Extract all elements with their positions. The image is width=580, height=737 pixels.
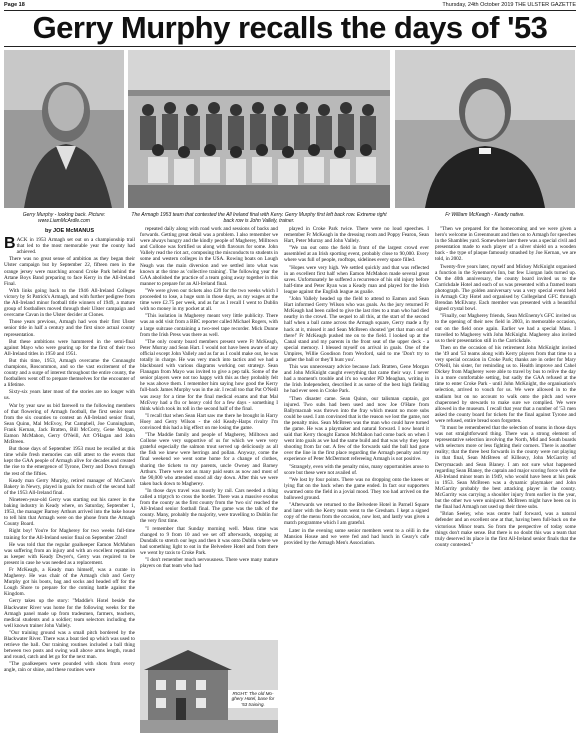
column-3-text bbox=[284, 226, 429, 546]
article-paragraph: "Brian Seeley, who was centre half forward, was a natural defender and an excellent one at that, having been full-back on the victorious Minor team. So from the perspective of today some things don't make sense. But there is no doubt this was a team that truly deserved its place in the first All-Ireland senior finals that the county contested." bbox=[435, 511, 576, 548]
article-paragraph: Gerry takes up the story: "Maddie's Hotel beside the Blackwater River was home for the following weeks for the Armagh panel made up from tradesmen, farmers, teachers, medical students and a soldier; team selectors including the well known trainer John Vallely. bbox=[4, 598, 135, 629]
hotel-image bbox=[140, 640, 278, 733]
portrait-image bbox=[4, 50, 124, 208]
article-paragraph: "The goalkeepers were pounded with shots from every angle, rain or shine, and these routines were bbox=[4, 661, 135, 674]
article-paragraph: He was told that the regular goalkeeper Eamon McMahon was suffering from an injury and with an excellent reputation as keeper with Keady Dwyer's, Gerry was required to be present in case he was needed as a replacement. bbox=[4, 541, 135, 566]
article-paragraph: Those years previous, Armagh had won their first Ulster senior title in half a century and the first since actual county representation. bbox=[4, 319, 135, 338]
article-paragraph: Nineteen-year-old Gerry was starting out his career in the baking industry in Keady where, on Saturday, September 1, 1953, the manager Barney Arthurs arrived into the bake house to tell him that Armagh were on the phone from the Armagh County Board. bbox=[4, 496, 135, 528]
team-photo-image bbox=[128, 50, 390, 208]
priest-photo bbox=[395, 50, 575, 208]
page-number: Page 18 bbox=[4, 2, 25, 8]
byline: by JOE McMANUS bbox=[44, 228, 95, 234]
article-paragraph: Then on the occasion of his retirement John McKnight invited the '49 and '53 teams along with Kerry players from that time to a very special occasion in Croke Park; thanks are in order for Mary O'Neill, his sister, for reminding us to. Health improve and Cahel Dickey from Magherey were able to travel by bus to relive the day in a more comfortable setting, but sadly the GAA refused at the time to enter Croke Park - until John McKnight, the organisation's selection, arrived to vouch for us. We were allowed in to the stadium but on no account to walk onto the pitch and were chaperoned by stewards to make sure we complied. We were allowed in the museum. I recall that year that a number of '53 men asked the county board for tickets for the final against Tyrone and were refused, entire bread soon forgotten. bbox=[435, 344, 576, 424]
portrait-photo bbox=[4, 50, 124, 208]
article-paragraph: "John Vallely headed up the field to attend to Eamon and Sean Hart informed Gerry Wilson who was goals. As the jury returned Fr McKeagh had been called to give the last rites to a man who had died nearby in the crowd. The sequel to all this, at the start of the second half when a ball came across the Armagh square, Gerry made a fly hack at it, missed it and Sean McBreen shouted 'get that man out of there!' Fr McKeagh pushed me on to the field. I looked up at the Canal stand and my parents in the front seat of the upper deck - a special memory. I blessed myself on arrival in goals. One of the Umpires, Willie Goodison from Wexford, said to me 'Don't try to gather the ball or they'll hunt you'. bbox=[284, 296, 429, 363]
article-paragraph: "We ran out onto the field in front of the largest crowd ever assembled at an Irish sporting event, probably close to 90,000. Every where was full of people, rooftops, sidelines every space filled. bbox=[284, 245, 429, 264]
article-column-1 bbox=[4, 226, 135, 734]
article-paragraph: "I remember that Sunday morning well. Mass time was changed to 9 from 10 and we set off afterwards, stopping at Dundalk to stretch our legs and then it was onto Dublin where we had something light to eat in the Belvedere Hotel and from there we went by taxis to Croke Park. bbox=[140, 525, 278, 556]
headline: Gerry Murphy recalls the days of '53 bbox=[32, 10, 548, 45]
headline-rule bbox=[4, 46, 576, 47]
article-paragraph: "It must be remembered that the selection of teams in those days was not straightforward thing. There was a strong element of representative selection involving the North, Mid and South boards with selectors more or less fighting their corners. There is another reality; that the three best forwards in the county were not playing in that final, Sean McBreen of Killeavy, John McGarrity of Derrymacash and Sean Blaney. I am not sure what happened regarding Sean Blaney, the captain and major scoring force with the All-Ireland minor team in 1949, who would have been at his peak in 1953. Sean McBreen was a dynamic playmaker and John McGarrity probably the best attacking player in the county. McGarrity was carrying a shoulder injury from earlier in the year, but the other two were uninjured. McBreen might have been on in the final had Armagh not used up their three subs. bbox=[435, 425, 576, 511]
article-paragraph: BACK in 1953 Armagh set out on a championship trail that led to the most memorable year the county had achieved. bbox=[4, 235, 135, 256]
article-paragraph: "This isolation in Magherey meant very little publicity. There was an odd visit from a BBC reporter called Michael Rogers, with a large suitcase containing a two-reel tape recorder. Mick Dunne from the Irish Press was there as well. bbox=[140, 313, 278, 338]
article-paragraph: "We were given our tickets also £20 for the two weeks which I proceeded to lose, a huge sum in those days, as my wages at the time were £2.75 per week, and as far as I recall I went to Dublin with no money in my pocket at all. bbox=[140, 287, 278, 313]
column-1-text bbox=[4, 237, 135, 673]
article-paragraph: War by year saw us bid farewell to the following members of that flowering of Armagh football, the first senior team from the six counties to contest an All-Ireland senior final, Sean Quinn, Mal McEvoy, Pat Campbell, Joe Cunningham, Frank Kernan, Jack Bratten, Bill McCorry, Gene Morgan, Eamon McMahon, Gerry O'Neill, Art O'Hagan and John McBreen. bbox=[4, 402, 135, 446]
column-4-text bbox=[435, 226, 576, 548]
article-column-2 bbox=[140, 226, 278, 636]
article-paragraph: "Finally, our Magherey friends, Sean McEnemy's GFC invited us to the opening of their new field in 2003, in memorable occasion, out on the field once again. Earlier we had a special Mass. I travelled to Magherey with John McKnight. Magherey also invited us to their presentation still in the Carrickdale. bbox=[435, 313, 576, 344]
article-paragraph: "Strangely, even with the penalty miss, many opportunities arose to score but these were not availed of. bbox=[284, 463, 429, 476]
article-paragraph: "I don't remember much nervousness. There were many mature players on that team who had bbox=[140, 556, 278, 570]
article-paragraph: "We lost by four points. There was no dropping onto the knees or lying flat on the back when the game ended. In fact our supporters swarmed onto the field in a jovial mood. They too had arrived on the ballowed ground. bbox=[284, 476, 429, 502]
team-photo-caption: The Armagh 1953 team that contested the All Ireland final with Kerry. Gerry Murphy first left back row. Extreme right back row is John Vallely, trainer. bbox=[131, 212, 387, 224]
article-paragraph: played in Croke Park twice. There were no loud speeches. I remember Fr McKeagh in the dressing room and Poppy Fearon, Sean Hart, Peter Murray and John Vallely. bbox=[284, 226, 429, 245]
article-paragraph: Twenty-five years later, myself and Mickey McKnight organised a function in the Synemore's Inn, but few Liorgan lads turned up. On the 40th anniversary, the county board invited us to the Carrickdale Hotel and each of us was presented with a framed team photograph. The golden anniversary was a very special event held in Armagh City Hotel and organised by Collegeland GFC through Brendan McElvany. Each member was presented with a beautiful signed crystal bowl. bbox=[435, 263, 576, 313]
article-paragraph: repeated daily along with road work and sessions of backs and forwards. Getting great detail was a problem. I also remember we were always hungry and the kindly people of Magherey, Milltown and Collone was fortified us along with flavours for some. John Vallely read the riot act, composing the misconducts to students in some and western colleges in the USA. Rowing boats on Lough Neagh was the main diversion and we settled into what was known at the time as 'collective training'. The following year the GAA abolished the practice of a team going away together in this manner to prepare for an All-Ireland final. bbox=[140, 226, 278, 287]
article-paragraph: "The Maddie family and people of Magherey, Milltown and Collone were very supportive of us for which we were very grateful especially the salmon trout served up deliciously as all the fish we knew were herrings and pollan. Anyway, come the final weekend we went some home for a change of clothes, sharing the tickets to my parents, uncle Owney and Barney Arthurs. There were not as many paid seats as now and most of the 90,000 who attended stood all day down. After this we were taken back down to Magherey. bbox=[140, 432, 278, 487]
priest-image bbox=[395, 50, 575, 208]
article-paragraph: Keady man Gerry Murphy, retired manager of McCann's Bakery in Newry, played in goals for much of the second half of the 1953 All-Ireland final. bbox=[4, 477, 135, 496]
article-paragraph: Right boy! You're for Magherey for two weeks full-time training for the All-Ireland senior final on September 22nd! bbox=[4, 528, 135, 541]
hotel-caption: RIGHT: The old Mo-ghery Hotel, base for '53 training. bbox=[228, 690, 278, 708]
article-paragraph: But those days of September 1953 must be recalled at this time while fresh memories can still attest to the events that kept the GAA people of Armagh alive for decades and created the rise to the emergence of Tyrone, Derry and Down through the rest of the fifties. bbox=[4, 446, 135, 477]
article-paragraph: "Afterwards we returned to the Belvedere Hotel in Parnell Square and later with the Kerry team went to the Gresham. I kept a signed copy of the menu from the occasion, now lost, and lastly was given a match programme which I am grateful. bbox=[284, 502, 429, 527]
article-paragraph: With links going back to the 1946 All-Ireland Colleges victory by St Patrick's Armagh, and with further pedigree from the All-Ireland minor football title winners of 1949, a mature group of footballers moved through their Ulster campaign and overcame Cavan in the Ulster decider at Clones. bbox=[4, 287, 135, 319]
article-paragraph: "Our training ground was a small pitch bordered by the Blackwater River. There was a boat tied up which was used to retrieve the ball. Our training routines included a ball thing between two posts and swing wall above arms length, round and round, catch and let go for the next man. bbox=[4, 629, 135, 661]
hotel-photo bbox=[140, 640, 278, 733]
article-column-3 bbox=[284, 226, 429, 734]
drop-cap: B bbox=[4, 235, 16, 253]
team-photo bbox=[128, 50, 390, 208]
article-paragraph: Later in the evening some senior members went to a céili in the Mansion House and we were fed and had lunch in Geary's cafe provided by the Armagh Men's Association. bbox=[284, 527, 429, 546]
article-paragraph: This was unnecessary advice because Jack Bratten, Gene Morgan and John McKnight caught everything that came their way. I never had a moment's trouble and it's no wonder PD Meaghan, writing in the Irish Independent, described it as some of the best high fielding he had ever seen in Croke Park. bbox=[284, 364, 429, 395]
article-paragraph: "Then disaster came. Sean Quinn, our talisman captain, got injured. Two subs had been used and now Joe O'Hare from Ballymacnab was thrown into the fray which meant no more subs could be used. I am convinced that is the reason we lost the game, not the penalty miss. Sean McBreen was the man who could have turned the game. He was a playmaker and natural forward. I now heard it said that Kerry thought Eamon McMahon had come back on when I went into goals as we had the same build and that was why they kept shooting from far out. A few of the forwards said the ball had gone over the line in the first place regarding the Armagh penalty and my experience of Peter McDermott refereeing Armagh is not positive. bbox=[284, 395, 429, 463]
article-paragraph: There was no great sense of ambition as they began their Ulster campaign but by September 22, fifteen men in the orange jersey were marching around Croke Park behind the Artane Boys Band preparing to face Kerry in the All-Ireland Final. bbox=[4, 256, 135, 287]
column-2-text bbox=[140, 226, 278, 569]
article-column-4 bbox=[435, 226, 576, 734]
priest-caption: Fr William McKeagh - Keady native. bbox=[445, 212, 525, 218]
article-paragraph: "Hopes were very high. We settled quickly and that was reflected in an excellent first half when Eamon McMahon made several great saves. Unfortunately he suffered a recurrence of his old injury before half-time and Peter Ryan was a Keady man and played for the Irish league against the English league as goalie. bbox=[284, 264, 429, 295]
article-paragraph: But this time, 1953, Armagh overcame the Connaught champions, Roscommon, and so the vast excitement of the county and a surge of interest throughout the entire county, the footballers went off to prepare themselves for the encounter of a lifetime. bbox=[4, 357, 135, 389]
portrait-caption: Gerry Murphy - looking back. Picture: www.LiamMcArdle.com bbox=[22, 212, 106, 224]
article-paragraph: "In those days travel was mostly by rail. Cars needed a thing called a triptych to cross the border. There was a massive exodus from the county as the first county from the 'two six' reached the All-Ireland senior football final. The game was the talk of the county. Many, probably the majority, were travelling to Dublin for the very first time. bbox=[140, 487, 278, 525]
article-paragraph: "I recall that when Sean Hart saw me there he brought in Harry Hoey and Gerry Wilson - the old Keady-Harps rivalry I'm convinced this had a big effect on me losing the game. bbox=[140, 412, 278, 431]
article-paragraph: Sixty-six years later most of the stories are no longer with us. bbox=[4, 389, 135, 402]
article-paragraph: Fr McKeagh, a Keady man himself, was a curate in Magherey. He was chair of the Armagh club and Gerry Murphy got his boots, bag and socks and headed off for the Lough Shore to prepare for the coming battle against the Kingdom. bbox=[4, 566, 135, 598]
article-paragraph: "Then we prepared for the homecoming and we were given a hero's welcome in Greenmount and then on to Armagh for speeches in the Shambles yard. Somewhere later there was a special civil and presentation made to each player of a silver shield on a wooden back - the type of plaque famously smashed by Joe Kernan, we are told, in 2002. bbox=[435, 226, 576, 263]
issue-date: Thursday, 24th October 2019 THE ULSTER GAZETTE bbox=[442, 2, 576, 8]
article-paragraph: "The only county board members present were Fr McKeagh, Peter Murray and Sean Hart. I would not have been aware of any official except John Vallely and as far as I could make out, he was totally in charge. He was very much into tactics and we had a blackboard with various diagrams working out strategy. Sean Flanagan from Mayo was invited to give a pep talk. Some of the senior players were not too happy with this as they probably felt he was above them. I remember him saying how good the Kerry full-back James Murphy was in the air. I recall too that Pat O'Neill was away for a time for the final medical exams and that Mal McEvoy had a flu or heavy cold for a few days - something I think which took its toll in the second half of the final. bbox=[140, 338, 278, 412]
article-paragraph: But these ambitions were hammered in the semi-final against Mayo who were gearing up for the first of their two All-Ireland titles in 1950 and 1951. bbox=[4, 338, 135, 357]
